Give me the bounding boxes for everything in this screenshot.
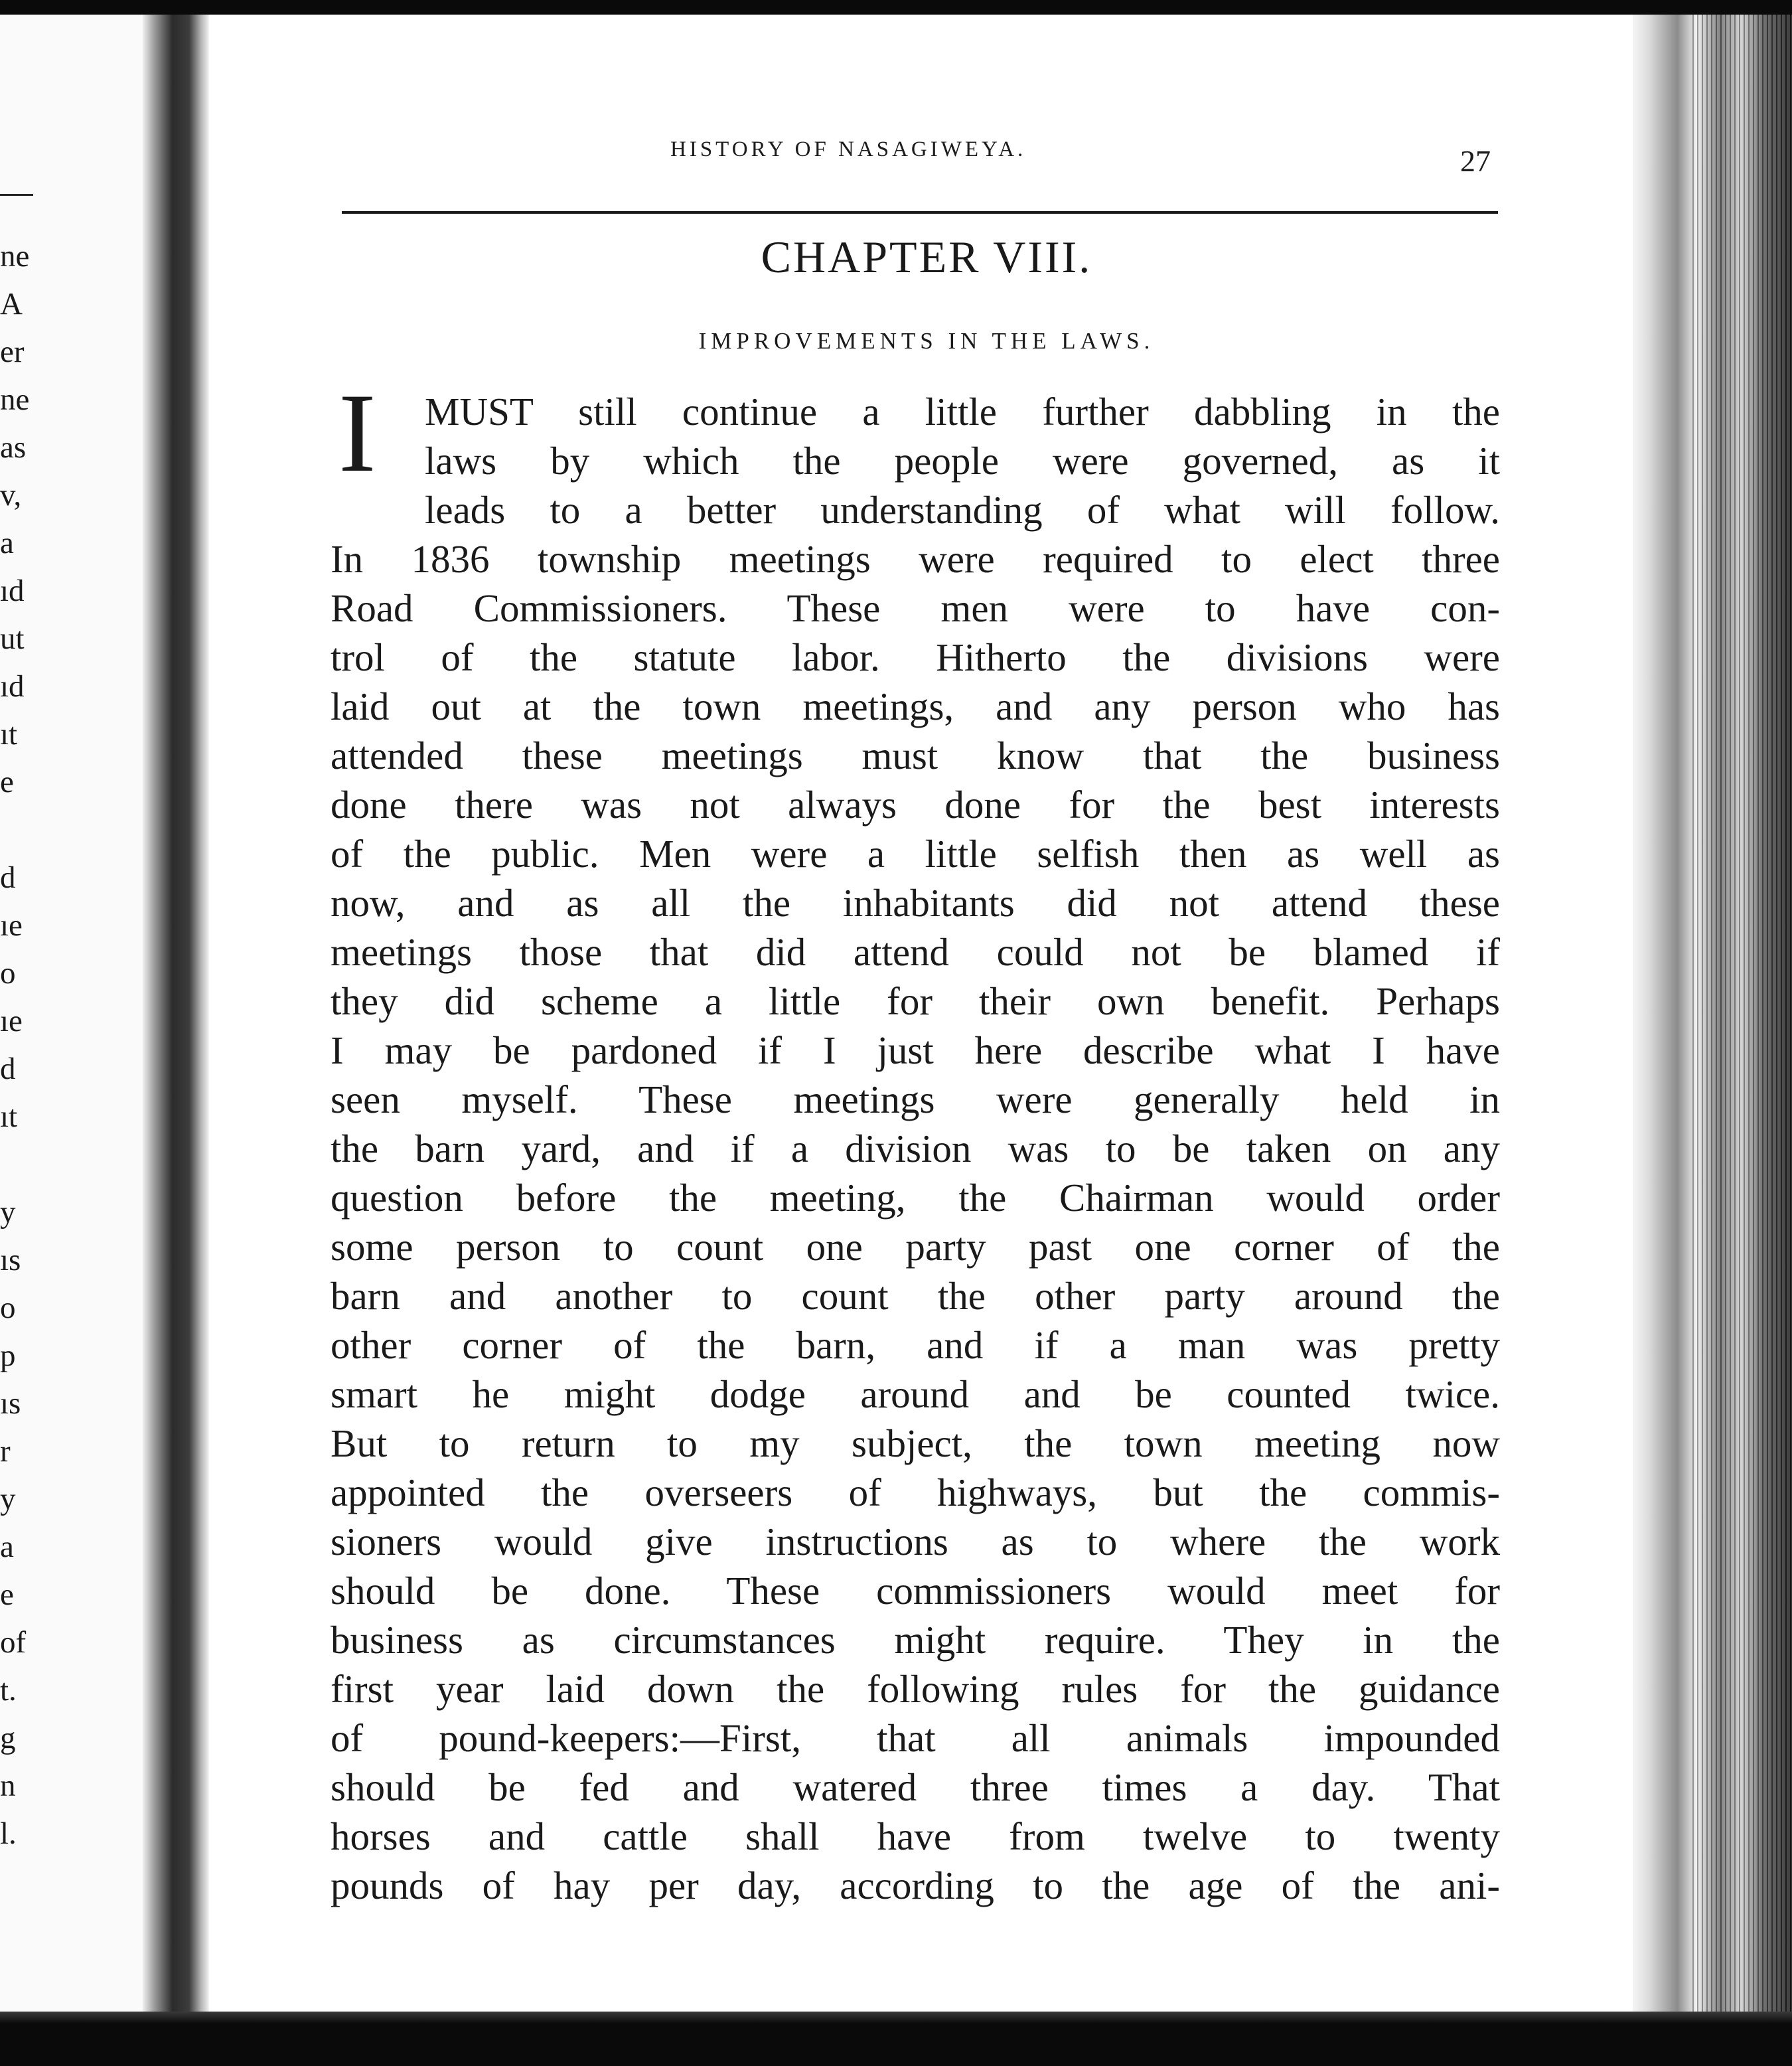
previous-page-fragment: p [0, 1338, 16, 1373]
previous-page-fragment: o [0, 956, 16, 991]
text-line: other corner of the barn, and if a man was pretty [331, 1323, 1500, 1367]
previous-page-fragment [0, 1141, 46, 1188]
scan-bottom-border [0, 2012, 1792, 2066]
scan-top-border [0, 0, 1792, 15]
chapter-subtitle: IMPROVEMENTS IN THE LAWS. [698, 328, 1155, 354]
page-edges [1633, 15, 1792, 2012]
previous-page-fragment: ne [0, 382, 30, 417]
previous-page-fragment: a [0, 526, 14, 560]
text-line: leads to a better understanding of what will follow. [425, 488, 1500, 532]
chapter-title: CHAPTER VIII. [761, 232, 1092, 282]
text-line: trol of the statute labor. Hitherto the divisions were [331, 635, 1500, 679]
text-line: of pound-keepers:—First, that all animals impounded [331, 1716, 1500, 1760]
text-line: horses and cattle shall have from twelve to twenty [331, 1814, 1500, 1858]
previous-page-fragment: ıs [0, 1386, 21, 1421]
header-rule [342, 211, 1498, 214]
previous-page-fragment: as [0, 430, 27, 465]
previous-page-fragment: y [0, 1482, 16, 1516]
previous-page-fragment: e [0, 1577, 14, 1612]
text-line: laws by which the people were governed, as it [425, 439, 1500, 483]
text-line: sioners would give instructions as to where the work [331, 1520, 1500, 1563]
previous-page-fragment: ıd [0, 574, 25, 608]
text-line: Road Commissioners. These men were to have con- [331, 586, 1500, 630]
body-text [331, 387, 1500, 1910]
previous-page-fragment: r [0, 1434, 11, 1469]
previous-page-fragment: o [0, 1291, 16, 1325]
page-number: 27 [1460, 144, 1491, 178]
previous-page-fragment: ıd [0, 669, 25, 704]
previous-page-fragment: ıs [0, 1243, 21, 1277]
previous-page-fragment: ne [0, 239, 30, 274]
text-line: I may be pardoned if I just here describe what I have [331, 1028, 1500, 1072]
previous-page-rule [0, 194, 33, 196]
text-line: question before the meeting, the Chairman would order [331, 1176, 1500, 1220]
previous-page-fragment: A [0, 287, 23, 321]
running-head: HISTORY OF NASAGIWEYA. [670, 137, 1027, 161]
text-line: seen myself. These meetings were generally held in [331, 1077, 1500, 1121]
previous-page-fragment: of [0, 1625, 27, 1660]
text-line: done there was not always done for the best interests [331, 783, 1500, 827]
text-line: pounds of hay per day, according to the age of the ani- [331, 1864, 1500, 1907]
book-gutter [143, 15, 209, 2012]
text-line: smart he might dodge around and be counted twice. [331, 1372, 1500, 1416]
text-line: attended these meetings must know that the business [331, 734, 1500, 777]
text-line: MUST still continue a little further dabbling in the [425, 390, 1500, 434]
text-line: now, and as all the inhabitants did not attend these [331, 881, 1500, 925]
previous-page-fragment: t. [0, 1673, 17, 1708]
previous-page-fragment: v, [0, 478, 22, 513]
previous-page-fragment: ıt [0, 1099, 18, 1134]
text-line: appointed the overseers of highways, but the commis- [331, 1470, 1500, 1514]
text-line: the barn yard, and if a division was to be taken on any [331, 1127, 1500, 1170]
drop-cap: I [338, 370, 376, 495]
previous-page-fragment: d [0, 860, 16, 895]
text-line: But to return to my subject, the town meeting now [331, 1421, 1500, 1465]
text-line: some person to count one party past one corner of the [331, 1225, 1500, 1269]
previous-page-line-fragments [0, 232, 46, 1858]
text-line: laid out at the town meetings, and any person who has [331, 684, 1500, 728]
previous-page-fragment: ut [0, 621, 25, 656]
previous-page-fragment: y [0, 1195, 16, 1230]
text-line: of the public. Men were a little selfish then as well as [331, 832, 1500, 876]
previous-page-fragment [0, 806, 46, 854]
text-line: meetings those that did attend could not be blamed if [331, 930, 1500, 974]
text-line: first year laid down the following rules for the guidance [331, 1667, 1500, 1711]
previous-page-fragment: n [0, 1769, 16, 1803]
text-line: business as circumstances might require. They in the [331, 1618, 1500, 1662]
previous-page-fragment: a [0, 1530, 14, 1564]
previous-page-fragment: ıt [0, 717, 18, 752]
text-line: they did scheme a little for their own benefit. Perhaps [331, 979, 1500, 1023]
previous-page-fragment: ıe [0, 908, 23, 943]
text-line: should be fed and watered three times a day. That [331, 1765, 1500, 1809]
text-line: should be done. These commissioners would meet for [331, 1569, 1500, 1613]
text-line: barn and another to count the other party around the [331, 1274, 1500, 1318]
previous-page-fragment: er [0, 335, 25, 369]
text-line: In 1836 township meetings were required to elect three [331, 537, 1500, 581]
previous-page-fragment: d [0, 1052, 16, 1086]
previous-page-fragment: l. [0, 1816, 17, 1851]
previous-page-fragment: e [0, 765, 14, 799]
previous-page-fragment: ıe [0, 1004, 23, 1038]
previous-page-fragment: g [0, 1721, 16, 1755]
